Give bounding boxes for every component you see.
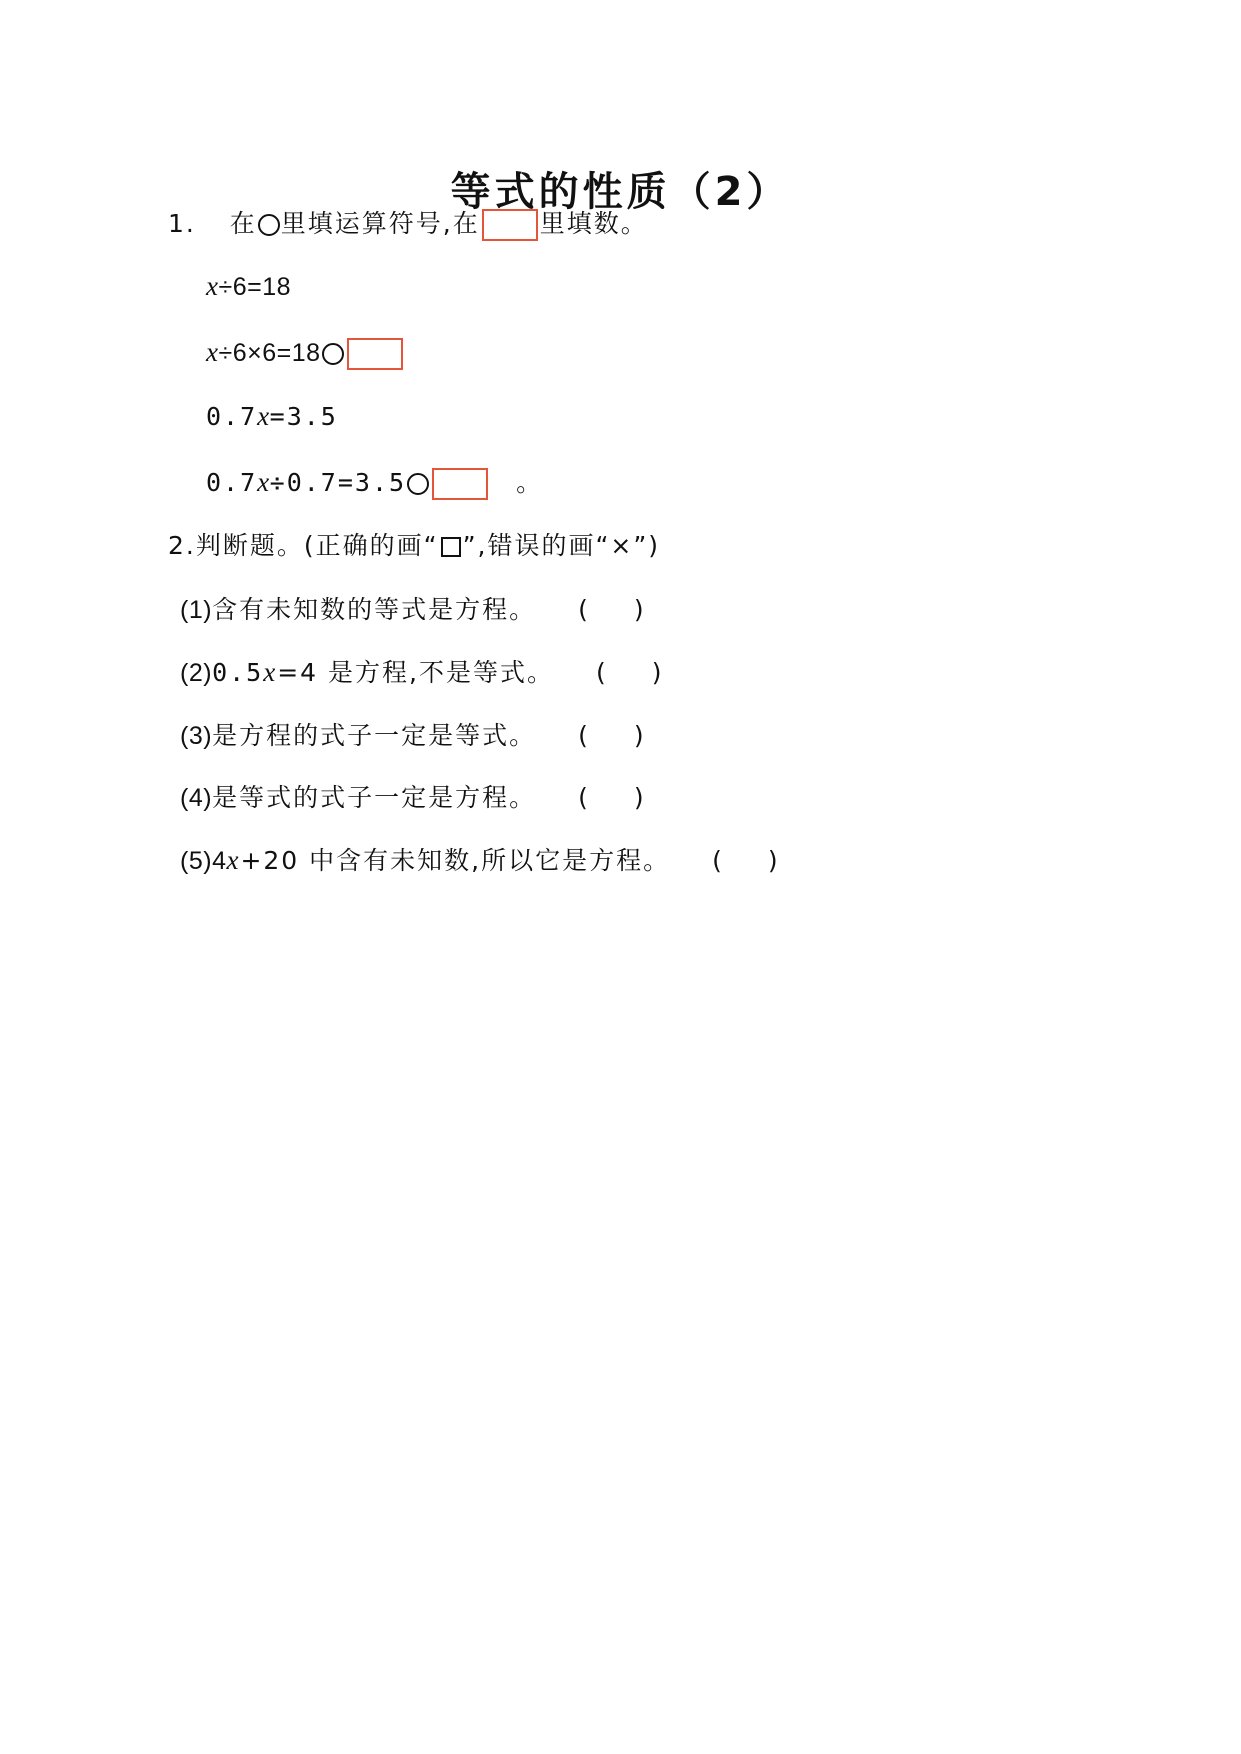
answer-paren-open[interactable]: ( <box>578 595 590 624</box>
page-title: 等式的性质（2） <box>450 169 791 215</box>
q2-item-5 <box>180 842 780 879</box>
variable-x: x <box>206 271 219 301</box>
eq1-rest: ÷6=18 <box>218 273 292 301</box>
variable-x: x <box>263 657 278 687</box>
answer-paren-open[interactable]: ( <box>578 721 590 750</box>
eq4-rest: ÷0.7=3.5 <box>269 468 407 497</box>
eq3-prefix: 0.7 <box>206 402 258 431</box>
item-text: 含有未知数的等式是方程。 <box>212 595 537 624</box>
eq2-rest: ÷6×6=18 <box>218 339 321 367</box>
q2-heading <box>168 528 660 564</box>
variable-x: x <box>257 401 270 431</box>
q1-equation-2 <box>206 334 405 371</box>
q1-instr-a: 在 <box>229 209 257 238</box>
item-text: +20 中含有未知数,所以它是方程。 <box>240 846 671 875</box>
q2-heading-a: 2.判断题。(正确的画“ <box>168 531 439 560</box>
checkbox-square-icon <box>441 537 461 557</box>
q1-equation-1 <box>206 268 291 305</box>
q2-item-3 <box>180 718 646 754</box>
answer-paren-open[interactable]: ( <box>595 658 608 687</box>
item-prefix: 0.5 <box>212 658 264 687</box>
number-answer-box[interactable] <box>432 468 488 500</box>
answer-paren-close[interactable]: ) <box>633 721 646 750</box>
circle-icon <box>258 214 280 236</box>
q2-item-4 <box>180 780 646 816</box>
item-prefix: 4 <box>212 847 227 875</box>
item-label: (3) <box>180 722 213 750</box>
item-label: (2) <box>180 659 213 687</box>
q1-instr-b: 里填运算符号,在 <box>280 209 480 238</box>
q1-instruction <box>168 206 648 242</box>
item-label: (1) <box>180 596 213 624</box>
eq4-prefix: 0.7 <box>206 468 258 497</box>
q2-item-1 <box>180 592 646 628</box>
answer-paren-close[interactable]: ) <box>633 783 646 812</box>
q2-heading-b: ”,错误的画“×”) <box>462 531 661 560</box>
answer-box-example <box>482 209 538 241</box>
answer-paren-close[interactable]: ) <box>651 658 664 687</box>
variable-x: x <box>206 337 219 367</box>
answer-paren-close[interactable]: ) <box>633 595 646 624</box>
eq3-rest: =3.5 <box>269 402 338 431</box>
operator-circle-input[interactable] <box>407 473 429 495</box>
variable-x: x <box>226 845 241 875</box>
operator-circle-input[interactable] <box>322 343 344 365</box>
q2-item-2 <box>180 654 663 691</box>
item-text: 是方程的式子一定是等式。 <box>212 721 537 750</box>
number-answer-box[interactable] <box>347 338 403 370</box>
item-text: 是等式的式子一定是方程。 <box>212 783 537 812</box>
item-label: (4) <box>180 784 213 812</box>
answer-paren-open[interactable]: ( <box>712 846 724 875</box>
q1-equation-3 <box>206 398 338 435</box>
answer-paren-open[interactable]: ( <box>578 783 590 812</box>
answer-paren-close[interactable]: ) <box>767 846 780 875</box>
item-text: =4 是方程,不是等式。 <box>277 658 554 687</box>
q1-instr-c: 里填数。 <box>539 209 648 238</box>
item-label: (5) <box>180 847 213 875</box>
q1-equation-4 <box>206 464 542 501</box>
q1-number: 1. <box>168 209 196 238</box>
variable-x: x <box>257 467 270 497</box>
eq4-end: 。 <box>516 469 542 497</box>
